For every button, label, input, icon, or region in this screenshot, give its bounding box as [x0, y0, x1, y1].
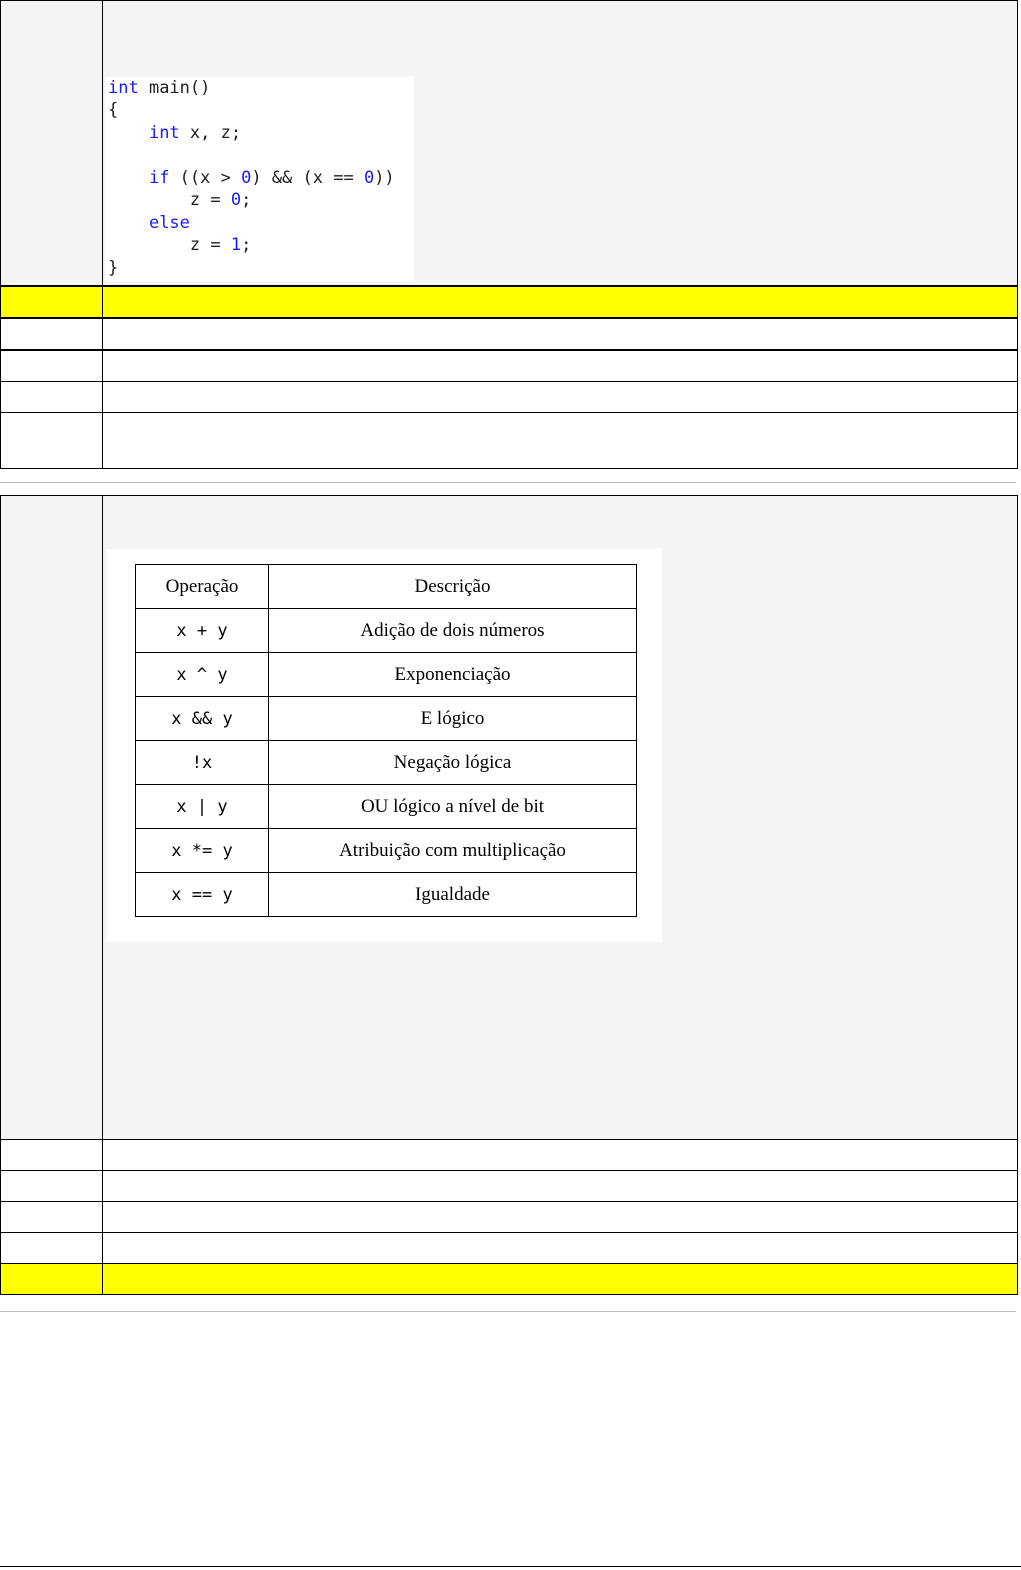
- option-text: [103, 1264, 1018, 1295]
- option-text: [103, 318, 1018, 350]
- code-number: 1: [230, 235, 242, 255]
- question-1-number-cell: [1, 1, 103, 287]
- operator-table-row: [136, 653, 637, 697]
- option-letter: [1, 350, 103, 382]
- description-cell: Adição de dois números: [269, 609, 637, 653]
- operator-table: [135, 564, 637, 917]
- operator-cell: x + y: [136, 609, 269, 653]
- code-line: [108, 99, 118, 121]
- description-cell: E lógico: [269, 697, 637, 741]
- operator-table-row: [136, 785, 637, 829]
- option-text: [103, 286, 1018, 318]
- question-2-number-cell: [1, 496, 103, 1140]
- option-text: [103, 1202, 1018, 1233]
- option-letter: [1, 1233, 103, 1264]
- question-2-option-row[interactable]: [1, 1264, 1018, 1295]
- operator-table-row: [136, 873, 637, 917]
- question-separator: [0, 1311, 1016, 1312]
- operator-cell: x *= y: [136, 829, 269, 873]
- code-number: 0: [241, 168, 252, 188]
- option-text: [103, 382, 1018, 413]
- option-text: [103, 1140, 1018, 1171]
- header-operation: Operação: [136, 565, 269, 609]
- description-cell: Exponenciação: [269, 653, 637, 697]
- option-text: [103, 413, 1018, 469]
- operator-cell: !x: [136, 741, 269, 785]
- code-text: z =: [108, 190, 231, 210]
- code-line: [108, 167, 395, 189]
- code-number: 0: [230, 190, 242, 210]
- question-2-option-row[interactable]: [1, 1202, 1018, 1233]
- operator-table-header-row: [136, 565, 637, 609]
- operator-cell: x ^ y: [136, 653, 269, 697]
- code-text: z =: [108, 235, 231, 255]
- code-text: [108, 213, 149, 233]
- operator-table-row: [136, 829, 637, 873]
- code-text: ) && (x ==: [251, 168, 364, 188]
- code-text: ((x >: [169, 168, 242, 188]
- question-2-option-row[interactable]: [1, 1140, 1018, 1171]
- option-letter: [1, 413, 103, 469]
- code-text: x, z;: [179, 123, 242, 143]
- option-letter: [1, 318, 103, 350]
- question-1-option-row[interactable]: [1, 413, 1018, 469]
- code-keyword: if: [148, 168, 170, 188]
- operator-table-row: [136, 741, 637, 785]
- header-description: Descrição: [269, 565, 637, 609]
- question-1-option-row[interactable]: [1, 318, 1018, 350]
- code-text: )): [374, 168, 395, 188]
- option-letter: [1, 382, 103, 413]
- code-number: 0: [363, 168, 375, 188]
- option-text: [103, 1171, 1018, 1202]
- operator-table-row: [136, 609, 637, 653]
- page-bottom-border: [0, 1566, 1021, 1567]
- option-letter: [1, 1264, 103, 1295]
- code-line: [108, 212, 190, 234]
- option-letter: [1, 1202, 103, 1233]
- code-line: [108, 77, 210, 99]
- description-cell: Atribuição com multiplicação: [269, 829, 637, 873]
- code-keyword: int: [148, 123, 180, 143]
- question-1-option-row[interactable]: [1, 286, 1018, 318]
- operator-cell: x | y: [136, 785, 269, 829]
- operator-cell: x == y: [136, 873, 269, 917]
- code-line: [108, 122, 241, 144]
- code-line: [108, 189, 251, 211]
- option-letter: [1, 1140, 103, 1171]
- operator-table-image: [107, 549, 662, 942]
- operator-table-row: [136, 697, 637, 741]
- code-snippet-image: [105, 77, 414, 282]
- code-text: [108, 123, 149, 143]
- question-1-option-row[interactable]: [1, 350, 1018, 382]
- question-1-option-row[interactable]: [1, 382, 1018, 413]
- code-text: main(): [138, 78, 211, 98]
- description-cell: Igualdade: [269, 873, 637, 917]
- option-letter: [1, 286, 103, 318]
- option-text: [103, 1233, 1018, 1264]
- code-keyword: int: [108, 78, 139, 98]
- question-2-option-row[interactable]: [1, 1171, 1018, 1202]
- code-text: ;: [241, 190, 252, 210]
- description-cell: OU lógico a nível de bit: [269, 785, 637, 829]
- description-cell: Negação lógica: [269, 741, 637, 785]
- code-line: [108, 234, 251, 256]
- question-separator: [0, 482, 1016, 483]
- option-letter: [1, 1171, 103, 1202]
- code-text: }: [108, 258, 119, 278]
- code-keyword: else: [148, 213, 190, 233]
- option-text: [103, 350, 1018, 382]
- code-text: {: [108, 100, 119, 120]
- question-2-option-row[interactable]: [1, 1233, 1018, 1264]
- code-line: [108, 257, 118, 279]
- operator-cell: x && y: [136, 697, 269, 741]
- code-text: [108, 168, 149, 188]
- code-text: ;: [241, 235, 252, 255]
